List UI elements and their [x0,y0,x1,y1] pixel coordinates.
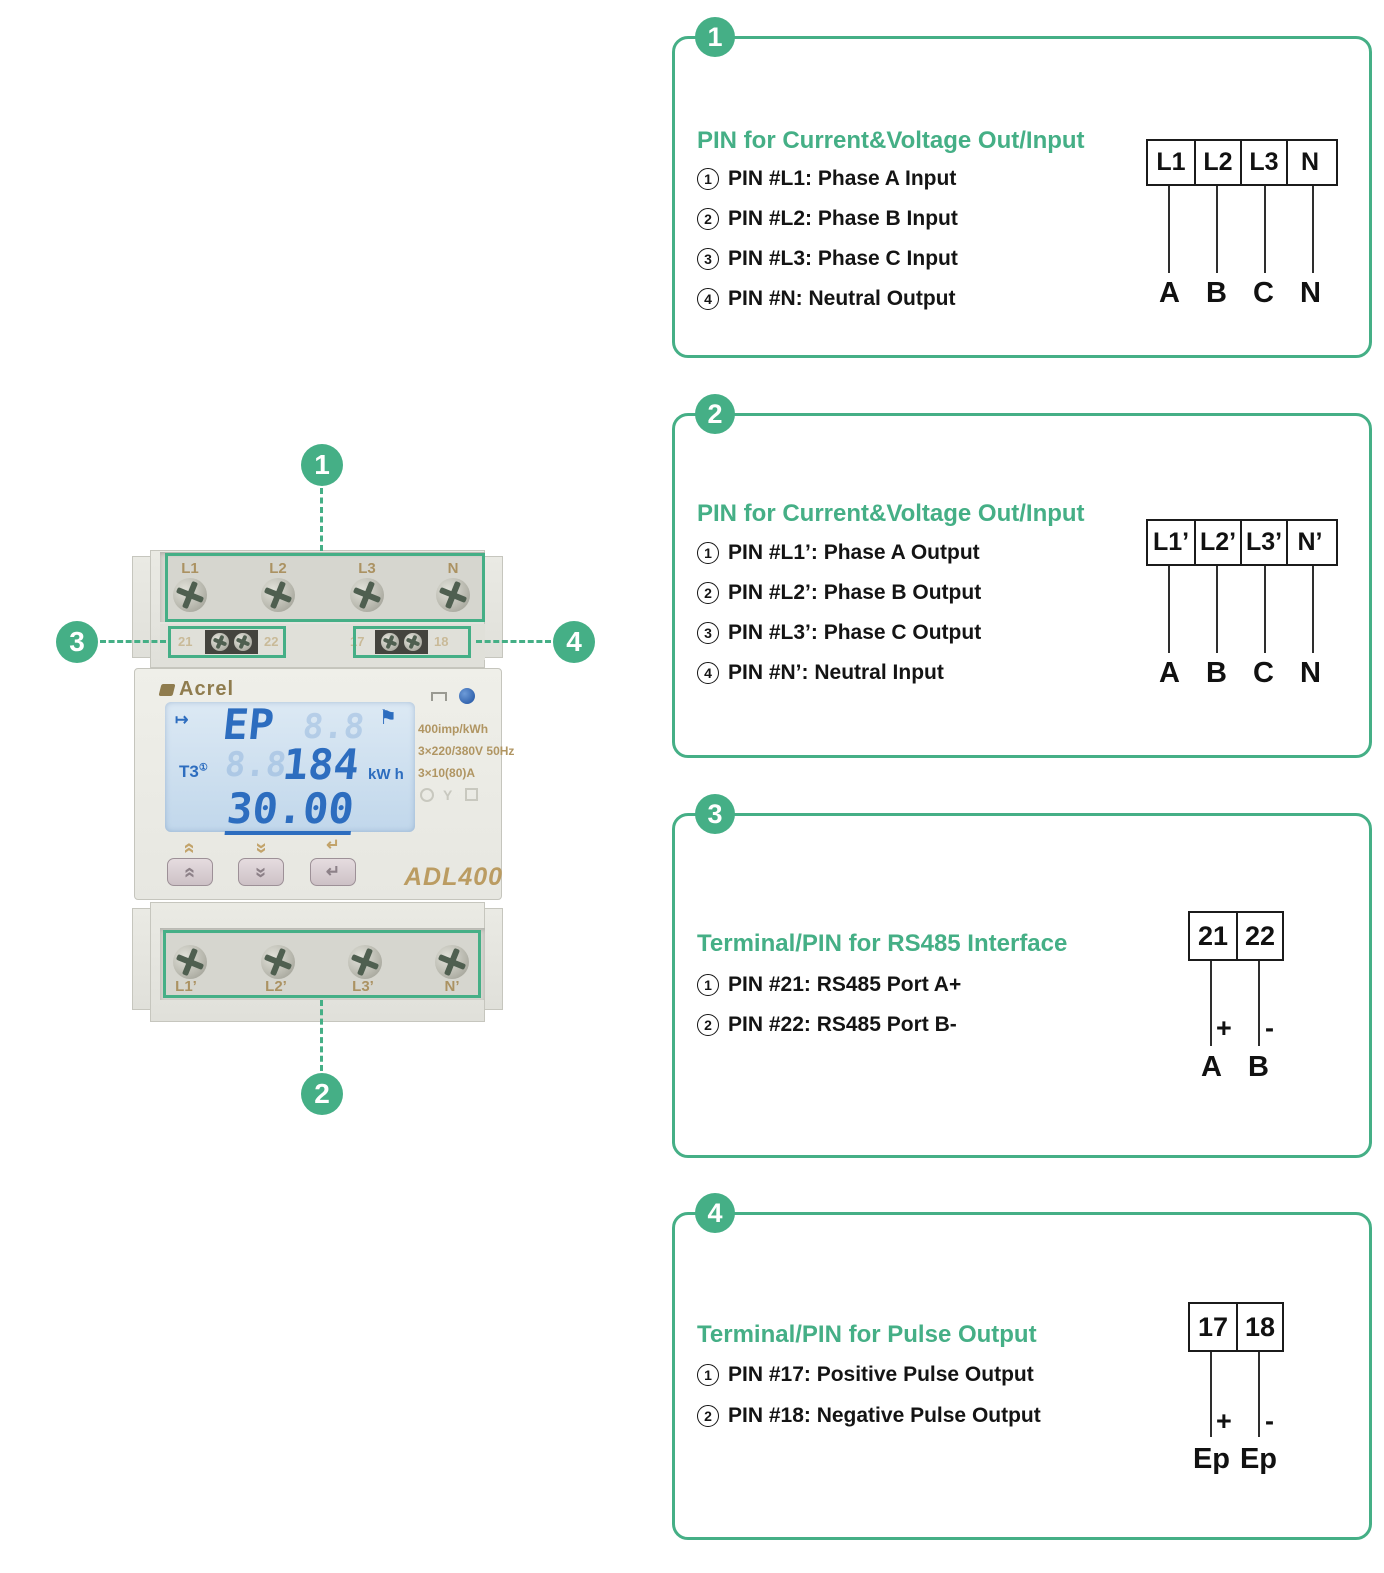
lcd-ghost-digits: 8.8 [300,707,367,747]
pin-item [697,621,981,645]
item-number-circle: 4 [697,662,719,684]
highlight-box-bottom-terminals [163,930,481,998]
wire-line [1312,566,1314,653]
terminal-label-L1p: L1’ [175,978,197,995]
spec-voltage: 3×220/380V 50Hz [418,744,515,758]
aux-terminal-label-18: 18 [434,634,449,649]
wire-line [1264,566,1266,653]
item-number-circle: 2 [697,208,719,230]
terminal-diagram [1146,139,1338,311]
wye-connection-icon: Y [443,787,453,803]
callout-badge-2: 2 [301,1073,343,1115]
panel-title: Terminal/PIN for RS485 Interface [697,930,1068,957]
item-text: PIN #18: Negative Pulse Output [728,1404,1041,1427]
highlight-box-pulse-terminals [353,626,471,658]
callout-line-4 [476,640,551,643]
wire-line [1210,961,1212,1046]
down-glyph: « [250,842,272,854]
port-label: B [1248,1051,1269,1083]
pin-item [697,207,958,231]
phase-label: A [1159,277,1180,309]
phase-labels [1146,277,1334,310]
polarity-sign: + [1216,1013,1232,1043]
info-panel-4 [672,1197,1372,1540]
accuracy-class-icon [420,788,434,802]
callout-badge-4: 4 [553,621,595,663]
terminal-cells [1188,1302,1284,1352]
item-text: PIN #17: Positive Pulse Output [728,1363,1034,1386]
tariff-sup-icon: ① [198,762,208,774]
item-text: PIN #L3: Phase C Input [728,247,958,270]
item-number-circle: 1 [697,542,719,564]
item-number-circle: 1 [697,974,719,996]
lcd-total-value: 30.00 [224,784,357,833]
pulse-output-icon [431,692,447,701]
pulse-labels [1188,1443,1282,1476]
item-number-circle: 3 [697,248,719,270]
down-button: « [238,858,284,886]
pulse-label: Ep [1192,1443,1231,1475]
panel-number-badge: 1 [695,17,735,57]
panel-number-badge: 4 [695,1193,735,1233]
panel-title: PIN for Current&Voltage Out/Input [697,500,1085,527]
up-button: « [167,858,213,886]
pin-item [697,581,981,605]
callout-line-1 [320,488,323,551]
wire-line [1258,1352,1260,1437]
terminal-cell: L2 [1194,141,1240,184]
terminal-cells [1146,519,1338,566]
callout-badge-3: 3 [56,621,98,663]
polarity-sign: - [1265,1013,1274,1043]
terminal-cell: L1’ [1152,528,1190,556]
meter-photo [120,520,515,1025]
aux-terminal-label-21: 21 [178,634,193,649]
up-glyph: « [179,842,201,854]
item-text: PIN #N’: Neutral Input [728,661,944,684]
info-panel-3 [672,798,1372,1158]
lcd-ghost-digits: 8.8 [222,745,289,785]
item-text: PIN #L1’: Phase A Output [728,541,980,564]
terminal-cell: N’ [1286,521,1332,564]
port-labels [1188,1051,1282,1084]
wire-line [1312,186,1314,273]
lcd-mode: EP [220,700,277,749]
item-number-circle: 2 [697,1014,719,1036]
terminal-cell: 17 [1197,1311,1229,1342]
terminal-cells [1188,911,1284,961]
callout-line-2 [320,1000,323,1071]
pin-item [697,287,956,311]
spec-current: 3×10(80)A [418,766,476,780]
item-text: PIN #21: RS485 Port A+ [728,973,962,996]
wire-line [1210,1352,1212,1437]
item-number-circle: 2 [697,582,719,604]
arrow-icon: ↦ [175,712,189,729]
item-number-circle: 2 [697,1405,719,1427]
spec-impulse-rate: 400imp/kWh [418,722,489,736]
status-led [459,688,475,704]
lcd-display [165,702,415,832]
pin-item [697,1013,957,1037]
wire-line [1168,566,1170,653]
acrel-logo-icon [159,684,176,696]
aux-terminal-label-17: 17 [350,634,365,649]
terminal-label-L2: L2 [269,560,287,577]
phase-label: C [1253,657,1274,689]
pin-item [697,973,961,997]
terminal-cell: L1 [1156,148,1186,176]
item-text: PIN #L2: Phase B Input [728,207,958,230]
info-panel-1 [672,21,1372,358]
callout-badge-1: 1 [301,444,343,486]
info-panel-2 [672,398,1372,758]
polarity-sign: + [1216,1406,1232,1436]
terminal-label-Np: N’ [444,978,460,995]
wire-line [1216,186,1218,273]
brand-logo [160,678,234,701]
terminal-label-L2p: L2’ [265,978,287,995]
wire-line [1216,566,1218,653]
terminal-cell: N [1286,141,1332,184]
pulse-label: Ep [1239,1443,1278,1475]
item-number-circle: 4 [697,288,719,310]
lcd-tariff: T3① [179,762,208,781]
wire-line [1258,961,1260,1046]
item-number-circle: 1 [697,1364,719,1386]
item-number-circle: 3 [697,622,719,644]
terminal-label-L3: L3 [358,560,376,577]
panel-number-badge: 3 [695,794,735,834]
model-label: ADL400 [404,863,504,891]
item-text: PIN #22: RS485 Port B- [728,1013,957,1036]
pin-item [697,541,980,565]
terminal-cell: L2’ [1194,521,1240,564]
phase-label: B [1206,277,1227,309]
terminal-cell: 18 [1236,1304,1282,1350]
panel-number-badge: 2 [695,394,735,434]
highlight-box-rs485-terminals [168,626,286,658]
pin-item [697,661,944,685]
flag-icon: ⚑ [379,707,397,729]
enter-button: ↵ [310,858,356,886]
pin-item [697,167,956,191]
pin-item [697,1363,1034,1387]
phase-labels [1146,657,1334,690]
pin-item [697,1404,1041,1428]
callout-line-3 [100,640,166,643]
phase-label: A [1159,657,1180,689]
wire-line [1264,186,1266,273]
item-text: PIN #N: Neutral Output [728,287,956,310]
item-text: PIN #L1: Phase A Input [728,167,957,190]
phase-label: C [1253,277,1274,309]
item-text: PIN #L2’: Phase B Output [728,581,982,604]
wire-line [1168,186,1170,273]
brand-name: Acrel [179,678,235,700]
phase-label: B [1206,657,1227,689]
terminal-diagram [1188,1302,1284,1477]
port-label: A [1201,1051,1222,1083]
terminal-cell: L3 [1240,141,1286,184]
enter-glyph: ↵ [326,837,340,854]
lcd-unit: kW h [368,766,404,783]
pin-item [697,247,958,271]
item-number-circle: 1 [697,168,719,190]
terminal-diagram [1188,911,1284,1086]
lcd-main-value: 184 [280,740,362,789]
item-text: PIN #L3’: Phase C Output [728,621,982,644]
phase-label: N [1300,657,1321,689]
terminal-label-N: N [447,560,459,577]
polarity-sign: - [1265,1406,1274,1436]
terminal-label-L1: L1 [181,560,199,577]
terminal-cell: L3’ [1240,521,1286,564]
terminal-label-L3p: L3’ [352,978,374,995]
panel-title: Terminal/PIN for Pulse Output [697,1321,1037,1348]
terminal-cell: 22 [1236,913,1282,959]
insulation-class-icon [465,788,478,801]
terminal-diagram [1146,519,1338,691]
terminal-cells [1146,139,1338,186]
terminal-cell: 21 [1197,920,1229,951]
highlight-box-top-terminals [165,553,485,622]
aux-terminal-label-22: 22 [264,634,279,649]
panel-title: PIN for Current&Voltage Out/Input [697,127,1085,154]
phase-label: N [1300,277,1321,309]
